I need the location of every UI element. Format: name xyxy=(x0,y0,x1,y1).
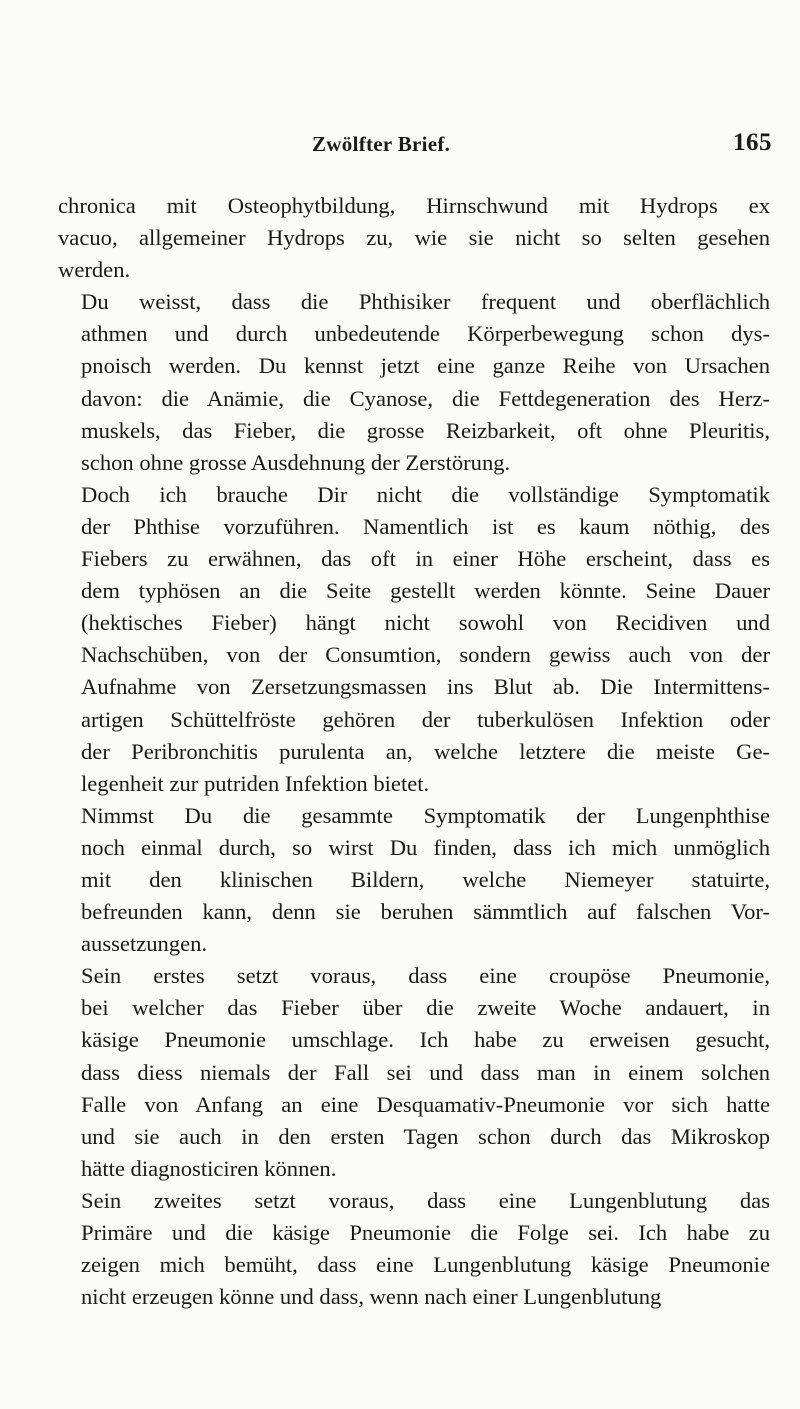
paragraph xyxy=(58,800,770,960)
text-line: chronica mit Osteophytbildung, Hirnschwund mit Hydrops ex xyxy=(58,193,770,218)
text-line: nicht erzeugen könne und dass, wenn nach einer Lungenblutung xyxy=(81,1284,662,1310)
text-line: legenheit zur putriden Infektion bietet. xyxy=(81,770,430,796)
text-line: mit den klinischen Bildern, welche Niemeyer statuirte, xyxy=(81,866,770,892)
text-line: Doch ich brauche Dir nicht die vollständige Symptomatik xyxy=(81,481,770,507)
text-line: Nimmst Du die gesammte Symptomatik der Lungenphthise xyxy=(81,802,770,828)
paragraph xyxy=(58,286,770,479)
text-line: Du weisst, dass die Phthisiker frequent und oberflächlich xyxy=(81,289,770,315)
text-line: pnoisch werden. Du kennst jetzt eine ganze Reihe von Ursachen xyxy=(81,353,770,379)
text-line: aussetzungen. xyxy=(81,931,208,957)
text-line: davon: die Anämie, die Cyanose, die Fettdegeneration des Herz- xyxy=(81,385,770,411)
running-title: Zwölfter Brief. xyxy=(312,132,451,156)
text-line: vacuo, allgemeiner Hydrops zu, wie sie nicht so selten gesehen xyxy=(58,225,770,251)
text-line: muskels, das Fieber, die grosse Reizbarkeit, oft ohne Pleuritis, xyxy=(81,417,770,443)
text-line: der Phthise vorzuführen. Namentlich ist es kaum nöthig, des xyxy=(81,513,770,539)
text-line: und sie auch in den ersten Tagen schon durch das Mikroskop xyxy=(81,1123,770,1149)
body-text xyxy=(58,190,770,1313)
text-line: (hektisches Fieber) hängt nicht sowohl von Recidiven und xyxy=(81,610,770,636)
text-line: Aufnahme von Zersetzungsmassen ins Blut ab. Die Intermittens- xyxy=(81,674,770,700)
paragraph xyxy=(58,479,770,800)
text-line: Primäre und die käsige Pneumonie die Folge sei. Ich habe zu xyxy=(81,1220,770,1245)
text-line: Falle von Anfang an eine Desquamativ-Pneumonie vor sich hatte xyxy=(81,1091,770,1117)
page-number: 165 xyxy=(733,129,772,156)
text-line: dass diess niemals der Fall sei und dass man in einem solchen xyxy=(81,1059,770,1085)
text-line: Fiebers zu erwähnen, das oft in einer Höhe erscheint, dass es xyxy=(81,546,770,572)
paragraph xyxy=(58,1185,770,1313)
text-line: bei welcher das Fieber über die zweite Woche andauert, in xyxy=(81,995,770,1021)
text-line: Sein erstes setzt voraus, dass eine croupöse Pneumonie, xyxy=(81,963,770,989)
text-line: käsige Pneumonie umschlage. Ich habe zu erweisen gesucht, xyxy=(81,1027,770,1053)
text-line: noch einmal durch, so wirst Du finden, dass ich mich unmöglich xyxy=(81,834,770,860)
text-line: werden. xyxy=(58,257,131,283)
paragraph xyxy=(58,190,770,286)
running-head xyxy=(312,129,772,162)
text-line: befreunden kann, denn sie beruhen sämmtlich auf falschen Vor- xyxy=(81,899,770,925)
text-line: der Peribronchitis purulenta an, welche letztere die meiste Ge- xyxy=(81,738,770,764)
text-line: Sein zweites setzt voraus, dass eine Lungenblutung das xyxy=(81,1187,770,1213)
text-line: zeigen mich bemüht, dass eine Lungenblutung käsige Pneumonie xyxy=(81,1252,770,1278)
text-line: athmen und durch unbedeutende Körperbewegung schon dys- xyxy=(81,321,770,347)
text-line: schon ohne grosse Ausdehnung der Zerstörung. xyxy=(81,449,511,475)
paragraph xyxy=(58,960,770,1185)
text-line: dem typhösen an die Seite gestellt werden könnte. Seine Dauer xyxy=(81,578,770,604)
text-line: Nachschüben, von der Consumtion, sondern gewiss auch von der xyxy=(81,642,770,668)
text-line: artigen Schüttelfröste gehören der tuberkulösen Infektion oder xyxy=(81,706,770,732)
text-line: hätte diagnosticiren können. xyxy=(81,1155,337,1181)
